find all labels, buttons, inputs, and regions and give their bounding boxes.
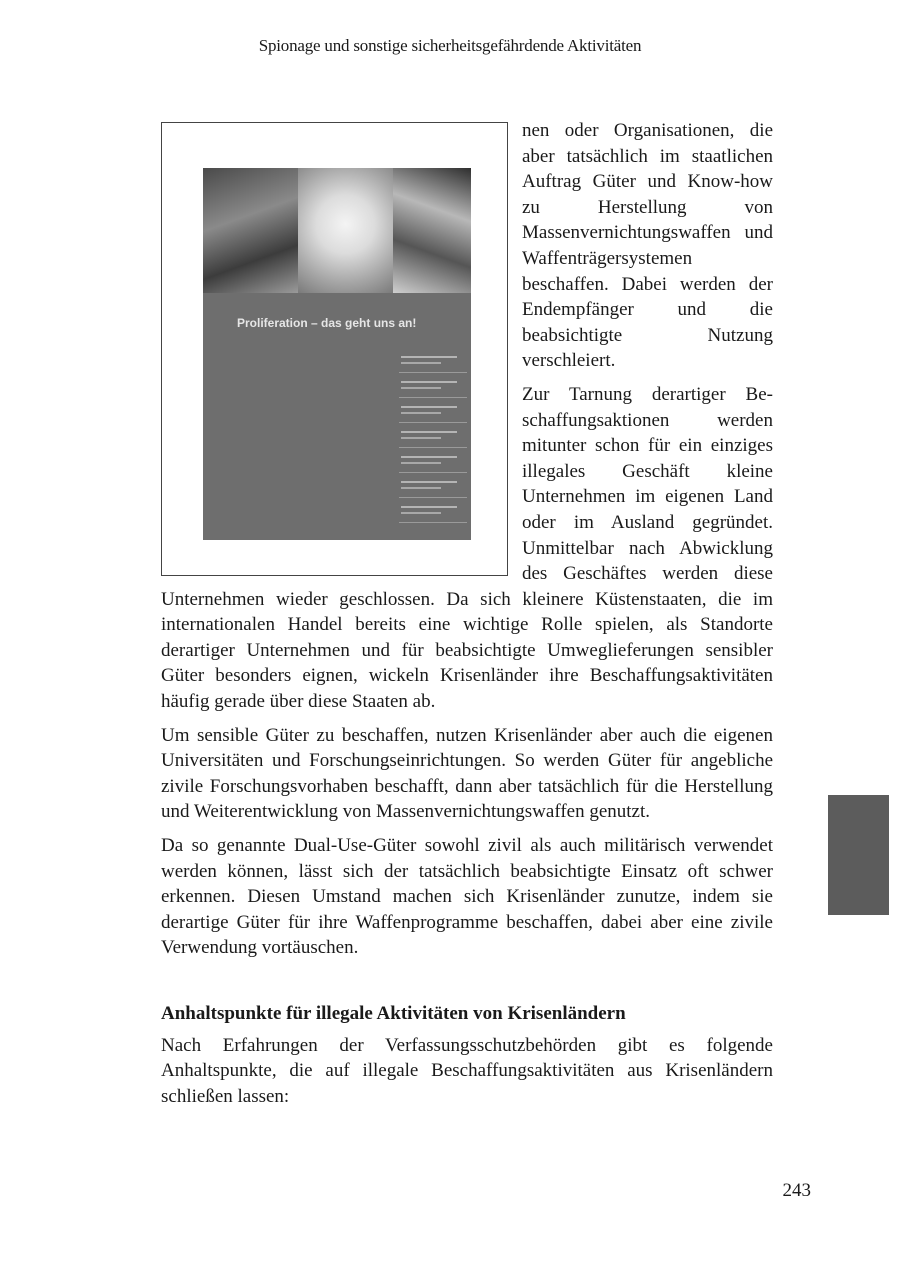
cover-photo-strip — [203, 168, 471, 293]
figure-frame — [161, 122, 508, 576]
cover-photo-lab — [203, 168, 298, 293]
cover-list-item — [399, 400, 467, 423]
cover-photo-face — [298, 168, 393, 293]
paragraph-2: Zur Tarnung derartiger Beschaffungsaktionen werden mitunter schon für ein einziges illegales Geschäft kleine Unternehmen im eigenen Land oder im Ausland gegründet. Unmittelbar nach Abwicklung des Geschäftes werden diese Unternehmen wieder geschlossen. Da sich kleinere Küstenstaaten, die im internationalen Handel bereits eine wichtige Rolle spielen, als Standorte derartiger Unternehmen und für beabsichtigte Umweglieferungen sensibler Güter besonders eignen, wickeln Krisenländer ihre Beschaffungsaktivitäten häufig gerade über diese Staaten ab. — [161, 383, 773, 713]
cover-list-item — [399, 475, 467, 498]
paragraph-4: Da so genannte Dual-Use-Güter sowohl zivil als auch militärisch verwendet werden können, lässt sich der tatsächlich beabsichtigte Einsatz oft schwer erkennen. Diesen Umstand machen sich Krisenländer zunutze, indem sie derartige Güter für ihre Waffenprogramme beschaffen, dabei aber eine zivile Verwendung vortäuschen. — [161, 835, 773, 959]
section-heading: Anhaltspunkte für illegale Aktivitäten von Krisenländern — [161, 1003, 626, 1024]
cover-list-item — [399, 500, 467, 523]
cover-title: Proliferation – das geht uns an! — [237, 316, 417, 330]
cover-contents-list — [399, 350, 467, 525]
cover-photo-scientist — [393, 168, 471, 293]
paragraph-5: Nach Erfahrungen der Verfassungsschutzbehörden gibt es folgende Anhaltspunkte, die auf illegale Beschaffungsaktivitäten aus Krisenländern schließen lassen: — [161, 1034, 773, 1107]
page-number: 243 — [782, 1180, 811, 1201]
cover-list-item — [399, 450, 467, 473]
chapter-thumb-tab — [828, 795, 889, 915]
page-content — [161, 118, 773, 1117]
cover-list-item — [399, 425, 467, 448]
paragraph-3: Um sensible Güter zu beschaffen, nutzen Krisenländer aber auch die eigenen Universitäten und Forschungseinrichtungen. So werden Güter für angebliche zivile Forschungsvorhaben beschafft, dann aber tatsächlich für die Herstellung und Weiterentwicklung von Massenvernichtungswaffen genutzt. — [161, 724, 773, 823]
running-head: Spionage und sonstige sicherheitsgefährdende Aktivitäten — [258, 36, 642, 55]
paragraph-1: nen oder Organisationen, die aber tatsächlich im staatlichen Auftrag Güter und Know-how zu Herstellung von Massenvernichtungswaffen und Waffenträgersystemen beschaffen. Dabei werden der Endempfänger und die beabsichtigte Nutzung verschleiert. — [522, 120, 773, 372]
brochure-cover-image — [203, 168, 471, 540]
cover-list-item — [399, 375, 467, 398]
cover-list-item — [399, 350, 467, 373]
